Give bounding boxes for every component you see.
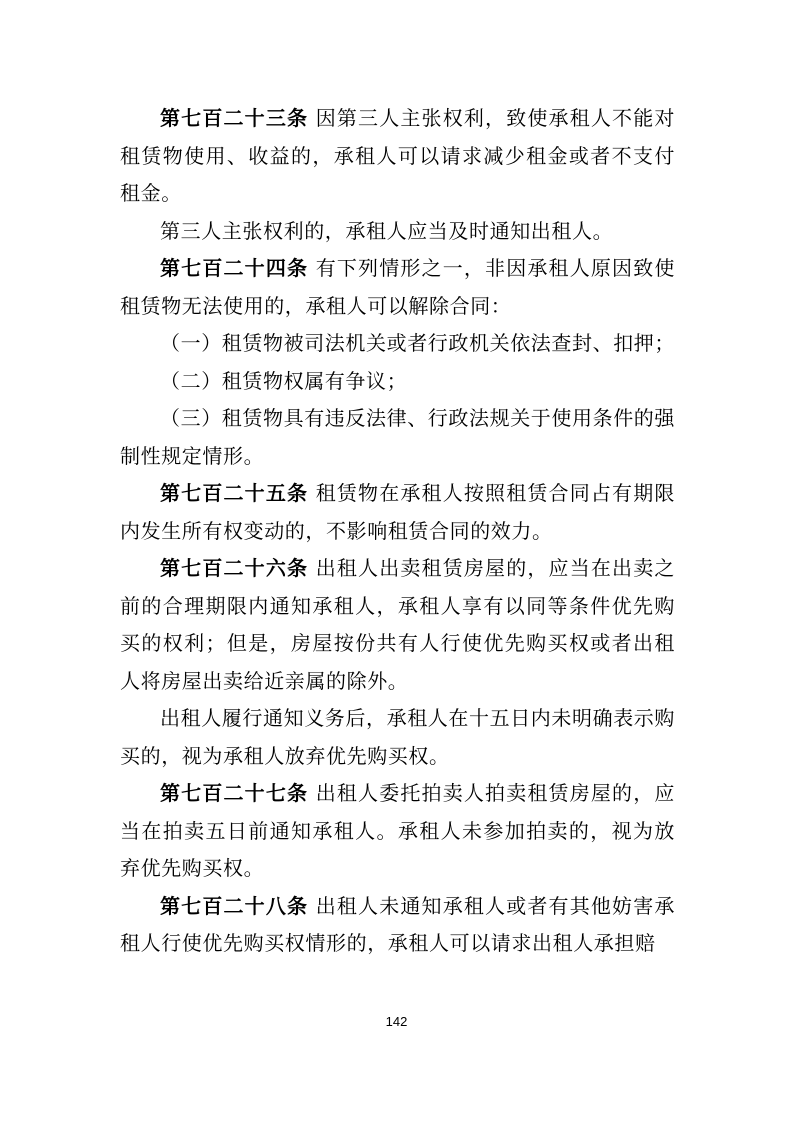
list-item-2 — [120, 363, 675, 401]
article-heading: 第七百二十六条 — [160, 556, 309, 580]
paragraph-text: 租赁物在承租人按照租赁合同占有期限内发生所有权变动的，不影响租赁合同的效力。 — [120, 481, 675, 543]
paragraph-text: 因第三人主张权利，致使承租人不能对租赁物使用、收益的，承租人可以请求减少租金或者不支付租金。 — [120, 106, 675, 205]
paragraph-text: （三）租赁物具有违反法律、行政法规关于使用条件的强制性规定情形。 — [120, 406, 675, 468]
paragraph-art-726 — [120, 550, 675, 700]
paragraph-art-723 — [120, 100, 675, 213]
list-item-3 — [120, 400, 675, 475]
page-number: 142 — [385, 1014, 408, 1029]
paragraph-text: 有下列情形之一，非因承租人原因致使租赁物无法使用的，承租人可以解除合同： — [120, 256, 675, 318]
article-heading: 第七百二十五条 — [160, 481, 309, 505]
paragraph-text: 出租人履行通知义务后，承租人在十五日内未明确表示购买的，视为承租人放弃优先购买权。 — [120, 706, 675, 768]
paragraph-text: （一）租赁物被司法机关或者行政机关依法查封、扣押； — [160, 331, 675, 355]
paragraph-art-727 — [120, 775, 675, 888]
paragraph-art-725 — [120, 475, 675, 550]
article-heading: 第七百二十三条 — [160, 106, 309, 130]
paragraph-art-728 — [120, 888, 675, 963]
paragraph-text: 第三人主张权利的，承租人应当及时通知出租人。 — [160, 218, 614, 243]
article-heading: 第七百二十七条 — [160, 781, 309, 805]
list-item-1 — [120, 325, 675, 363]
paragraph-art-726-2 — [120, 700, 675, 775]
document-body — [120, 100, 675, 963]
paragraph-text: （二）租赁物权属有争议； — [160, 368, 408, 393]
article-heading: 第七百二十四条 — [160, 256, 309, 280]
paragraph-text: 出租人未通知承租人或者有其他妨害承租人行使优先购买权情形的，承租人可以请求出租人承担赔 — [120, 893, 675, 955]
paragraph-art-723-2 — [120, 213, 675, 251]
paragraph-art-724 — [120, 250, 675, 325]
article-heading: 第七百二十八条 — [160, 893, 309, 918]
paragraph-text: 出租人委托拍卖人拍卖租赁房屋的，应当在拍卖五日前通知承租人。承租人未参加拍卖的，视为放弃优先购买权。 — [120, 781, 675, 880]
paragraph-text: 出租人出卖租赁房屋的，应当在出卖之前的合理期限内通知承租人，承租人享有以同等条件优先购买的权利；但是，房屋按份共有人行使优先购买权或者出租人将房屋出卖给近亲属的除外。 — [120, 556, 675, 693]
